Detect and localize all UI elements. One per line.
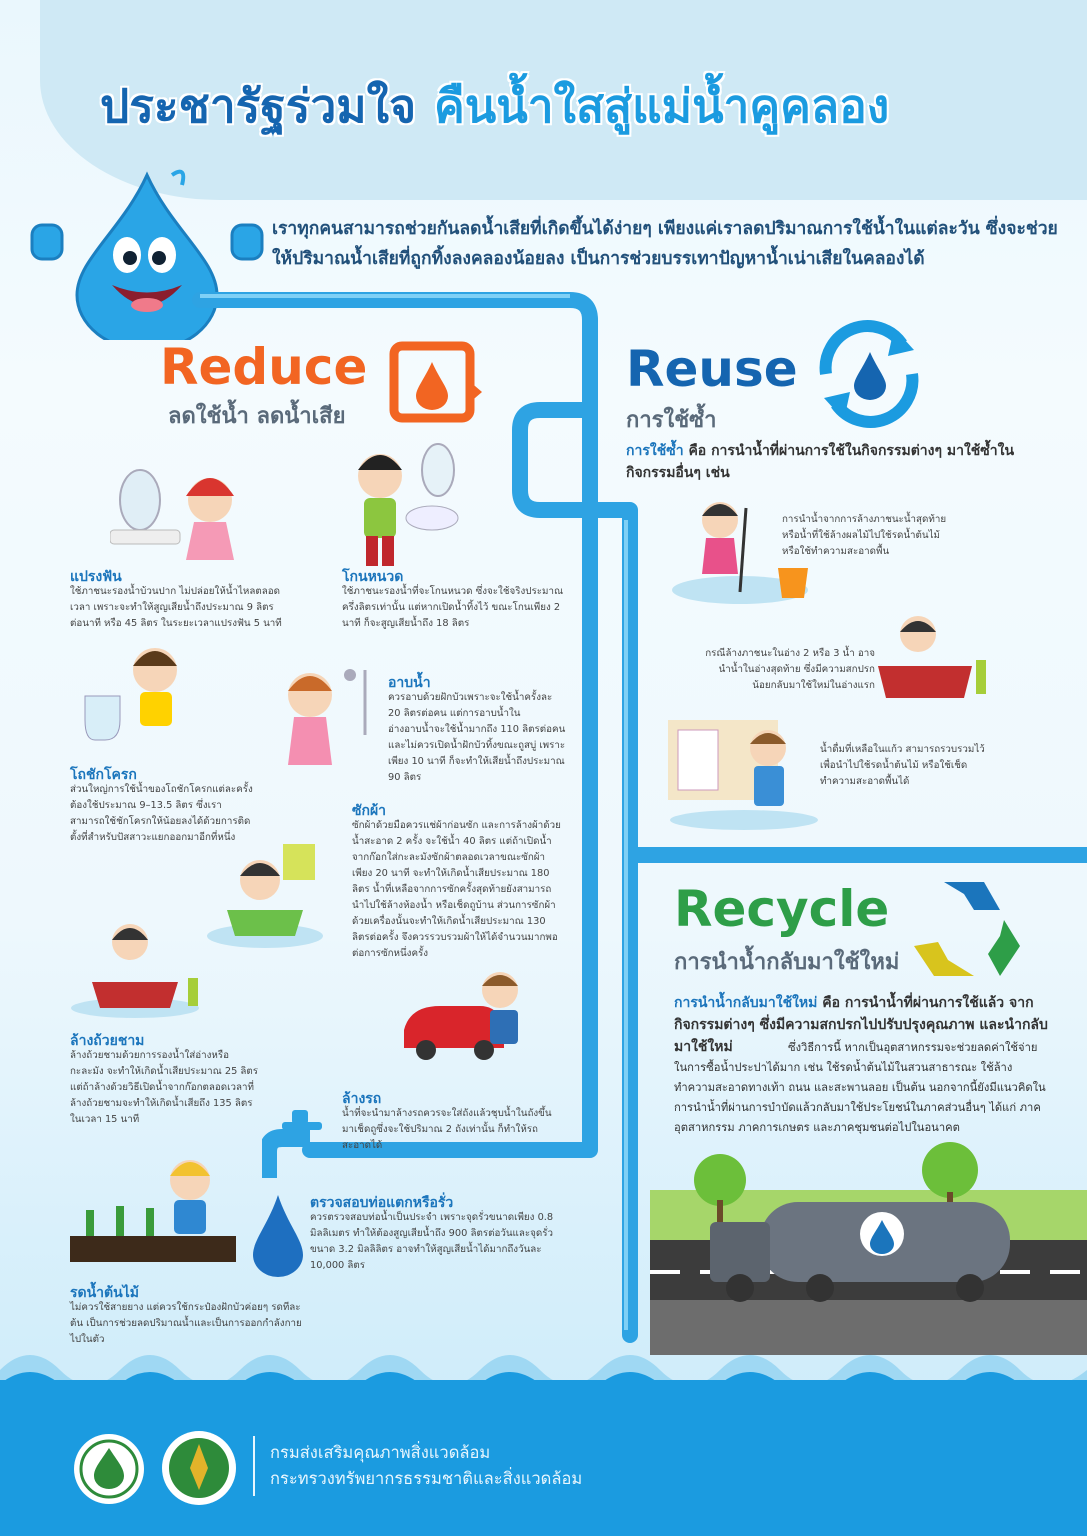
recycle-lead-label: การนำน้ำกลับมาใช้ใหม่	[674, 995, 818, 1011]
reduce-item-title: ซักผ้า	[352, 803, 387, 819]
recycle-arrows-icon	[904, 872, 1024, 982]
reduce-subheading: ลดใช้น้ำ ลดน้ำเสีย	[168, 404, 346, 429]
page-title-part1: ประชารัฐร่วมใจ	[100, 79, 417, 133]
reuse-lead-text: คือ การนำน้ำที่ผ่านการใช้ในกิจกรรมต่างๆ มาใช้ซ้ำในกิจกรรมอื่นๆ เช่น	[626, 443, 1015, 481]
reuse-note: การนำน้ำจากการล้างภาชนะน้ำสุดท้าย หรือน้ำที่ใช้ล้างผลไม้ไปใช้รดน้ำต้นไม้ หรือใช้ทำความสะอาดพื้น	[782, 514, 947, 557]
recycle-subheading: การนำน้ำกลับมาใช้ใหม่	[674, 950, 900, 975]
reuse-subheading: การใช้ซ้ำ	[626, 408, 717, 433]
intro-text: เราทุกคนสามารถช่วยกันลดน้ำเสียที่เกิดขึ้นได้ง่ายๆ เพียงแค่เราลดปริมาณการใช้น้ำในแต่ละวัน ซึ่งจะช่วยให้ปริมาณน้ำเสียที่ถูกทิ้งลงคลองน้อยลง เป็นการช่วยบรรเทาปัญหาน้ำเน่าเสียในคลองได้	[272, 219, 1058, 269]
reduce-drop-icon	[388, 340, 484, 424]
shower-illustration	[270, 665, 380, 780]
page-title-part2: คืนน้ำใสสู่แม่น้ำคูคลอง	[434, 79, 890, 133]
footer-divider	[253, 1436, 255, 1496]
toilet-illustration	[80, 640, 190, 760]
reduce-heading: Reduce	[160, 338, 368, 396]
reduce-item-body: ล้างถ้วยชามด้วยการรองน้ำใส่อ่างหรือกะละมัง จะทำให้เกิดน้ำเสียประมาณ 25 ลิตร แต่ถ้าล้างด้วยวิธีเปิดน้ำจากก๊อกตลอดเวลาที่ล้างถ้วยชามจะทำให้เกิดน้ำเสียถึง 135 ลิตร ในเวลา 15 นาที	[70, 1050, 259, 1125]
department-seal-icon	[72, 1432, 146, 1506]
recycle-body: ซึ่งวิธีการนี้ หากเป็นอุตสาหกรรมจะช่วยลดค่าใช้จ่ายในการซื้อน้ำประปาได้มาก เช่น ใช้รดน้ำต้นไม้ในสวนสาธารณะ ใช้ล้างทำความสะอาดทางเท้า ถนน และสะพานลอย เป็นต้น นอกจากนี้ยังมีแนวคิดในการนำน้ำที่ผ่านการบำบัดแล้วกลับมาใช้ประโยชน์ในภาคส่วนอื่นๆ ได้แก่ ภาคอุตสาหกรรม ภาคการเกษตร และภาคชุมชนต่อไปในอนาคต	[674, 1041, 1046, 1134]
reuse-heading: Reuse	[626, 340, 798, 398]
reduce-item-body: ควรตรวจสอบท่อน้ำเป็นประจำ เพราะจุดรั่วขนาดเพียง 0.8 มิลลิเมตร ทำให้ต้องสูญเสียน้ำถึง 900 ลิตรต่อวันและจุดรั่วขนาด 3.2 มิลลิลิตร อาจทำให้สูญเสียน้ำได้มากถึงวันละ 10,000 ลิตร	[310, 1212, 554, 1271]
reduce-item-title: โถชักโครก	[70, 767, 137, 783]
reduce-item-body: ส่วนใหญ่การใช้น้ำของโถชักโครกแต่ละครั้ง ต้องใช้ประมาณ 9–13.5 ลิตร ซึ่งเราสามารถใช้ชักโครกให้น้อยลงได้ด้วยการติดตั้งที่สำหรับปัสสาวะแยกออกมาอีกที่หนึ่ง	[70, 784, 253, 843]
car-washing-illustration	[400, 970, 560, 1080]
water-truck-icon	[650, 1140, 1087, 1355]
reduce-item-title: ล้างถ้วยชาม	[70, 1033, 145, 1049]
recycle-heading: Recycle	[674, 880, 890, 938]
washing-dishes-illustration	[70, 920, 210, 1020]
reduce-item-title: แปรงฟัน	[70, 569, 122, 585]
recycle-lead-text2: และนำกลับมาใช้ใหม่	[674, 1017, 1048, 1055]
washing-clothes-illustration	[205, 840, 345, 950]
footer-org-department: กรมส่งเสริมคุณภาพสิ่งแวดล้อม	[270, 1443, 491, 1462]
reduce-item-title: โกนหนวด	[342, 569, 404, 585]
reduce-item-title: รดน้ำต้นไม้	[70, 1285, 139, 1301]
ministry-seal-icon	[160, 1428, 238, 1508]
reduce-item-body: ซักผ้าด้วยมือควรแช่ผ้าก่อนซัก และการล้างผ้าด้วยน้ำสะอาด 2 ครั้ง จะใช้น้ำ 40 ลิตร แต่ถ้าเปิดน้ำจากก๊อกใส่กะละมังซักผ้าตลอดเวลาขณะซักผ้าเพียง 20 นาที จะทำให้เกิดน้ำเสียประมาณ 180 ลิตร น้ำที่เหลือจากการซักครั้งสุดท้ายยังสามารถนำไปใช้ล้างห้องน้ำ หรือเช็ดถูบ้าน ส่วนการซักผ้าด้วยเครื่องนั้นจะทำให้เกิดน้ำเสียประมาณ 130 ลิตรต่อครั้ง จึงควรรวบรวมผ้าให้ได้จำนวนมากพอต่อการซักหนึ่งครั้ง	[352, 820, 561, 959]
reuse-lead	[626, 440, 1026, 484]
watering-plants-illustration	[70, 1150, 240, 1270]
reuse-lead-label: การใช้ซ้ำ	[626, 443, 684, 459]
brushing-teeth-illustration	[110, 460, 250, 570]
recycle-lead-text1: คือ การนำน้ำที่ผ่านการใช้แล้ว จากกิจกรรมต่างๆ ซึ่งมีความสกปรกไปปรับปรุงคุณภาพ	[674, 995, 1034, 1033]
reuse-note: กรณีล้างภาชนะในอ่าง 2 หรือ 3 น้ำ อาจนำน้ำในอ่างสุดท้าย ซึ่งมีความสกปรกน้อยกลับมาใช้ใหม่ในอ่างแรก	[705, 648, 875, 691]
reduce-item-body: ควรอาบด้วยฝักบัวเพราะจะใช้น้ำครั้งละ 20 ลิตรต่อคน แต่การอาบน้ำในอ่างอาบน้ำจะใช้น้ำมากถึง 110 ลิตรต่อคน และไม่ควรเปิดน้ำฝักบัวทิ้งขณะถูสบู่ เพราะเพียง 10 นาที ก็จะทำให้เสียน้ำถึงประมาณ 90 ลิตร	[388, 692, 566, 783]
water-drop-icon	[248, 1190, 308, 1280]
footer-org-ministry: กระทรวงทรัพยากรธรรมชาติและสิ่งแวดล้อม	[270, 1469, 583, 1488]
reduce-item-title: ตรวจสอบท่อแตกหรือรั่ว	[310, 1195, 454, 1211]
reduce-item-body: น้ำที่จะนำมาล้างรถควรจะใส่ถังแล้วชุบน้ำในถังขึ้นมาเช็ดถูซึ่งจะใช้ปริมาณ 2 ถังเท่านั้น ก็ทำให้รถสะอาดได้	[342, 1108, 552, 1151]
reuse-cycle-icon	[806, 318, 932, 430]
reduce-item-title: อาบน้ำ	[388, 675, 431, 691]
reduce-item-body: ใช้ภาชนะรองน้ำที่จะโกนหนวด ซึ่งจะใช้จริงประมาณครึ่งลิตรเท่านั้น แต่หากเปิดน้ำทิ้งไว้ ขณะโกนเพียง 2 นาที ก็จะสูญเสียน้ำถึง 18 ลิตร	[342, 586, 564, 629]
dish-basin-illustration	[872, 610, 992, 710]
room-cleaning-illustration	[668, 720, 818, 830]
reduce-item-body: ไม่ควรใช้สายยาง แต่ควรใช้กระป๋องฝักบัวค่อยๆ รดทีละต้น เป็นการช่วยลดปริมาณน้ำและเป็นการออกกำลังกายไปในตัว	[70, 1302, 302, 1345]
reduce-item-body: ใช้ภาชนะรองน้ำบ้วนปาก ไม่ปล่อยให้น้ำไหลตลอดเวลา เพราะจะทำให้สูญเสียน้ำถึงประมาณ 9 ลิตรต่อนาที หรือ 45 ลิตร ในระยะเวลาแปรงฟัน 5 นาที	[70, 586, 282, 629]
reduce-item-title: ล้างรถ	[342, 1091, 382, 1107]
shaving-illustration	[340, 440, 470, 570]
faucet-icon	[262, 1108, 342, 1188]
reuse-note: น้ำดื่มที่เหลือในแก้ว สามารถรวบรวมไว้ เพื่อนำไปใช้รดน้ำต้นไม้ หรือใช้เช็ดทำความสะอาดพื้นได้	[820, 744, 985, 787]
